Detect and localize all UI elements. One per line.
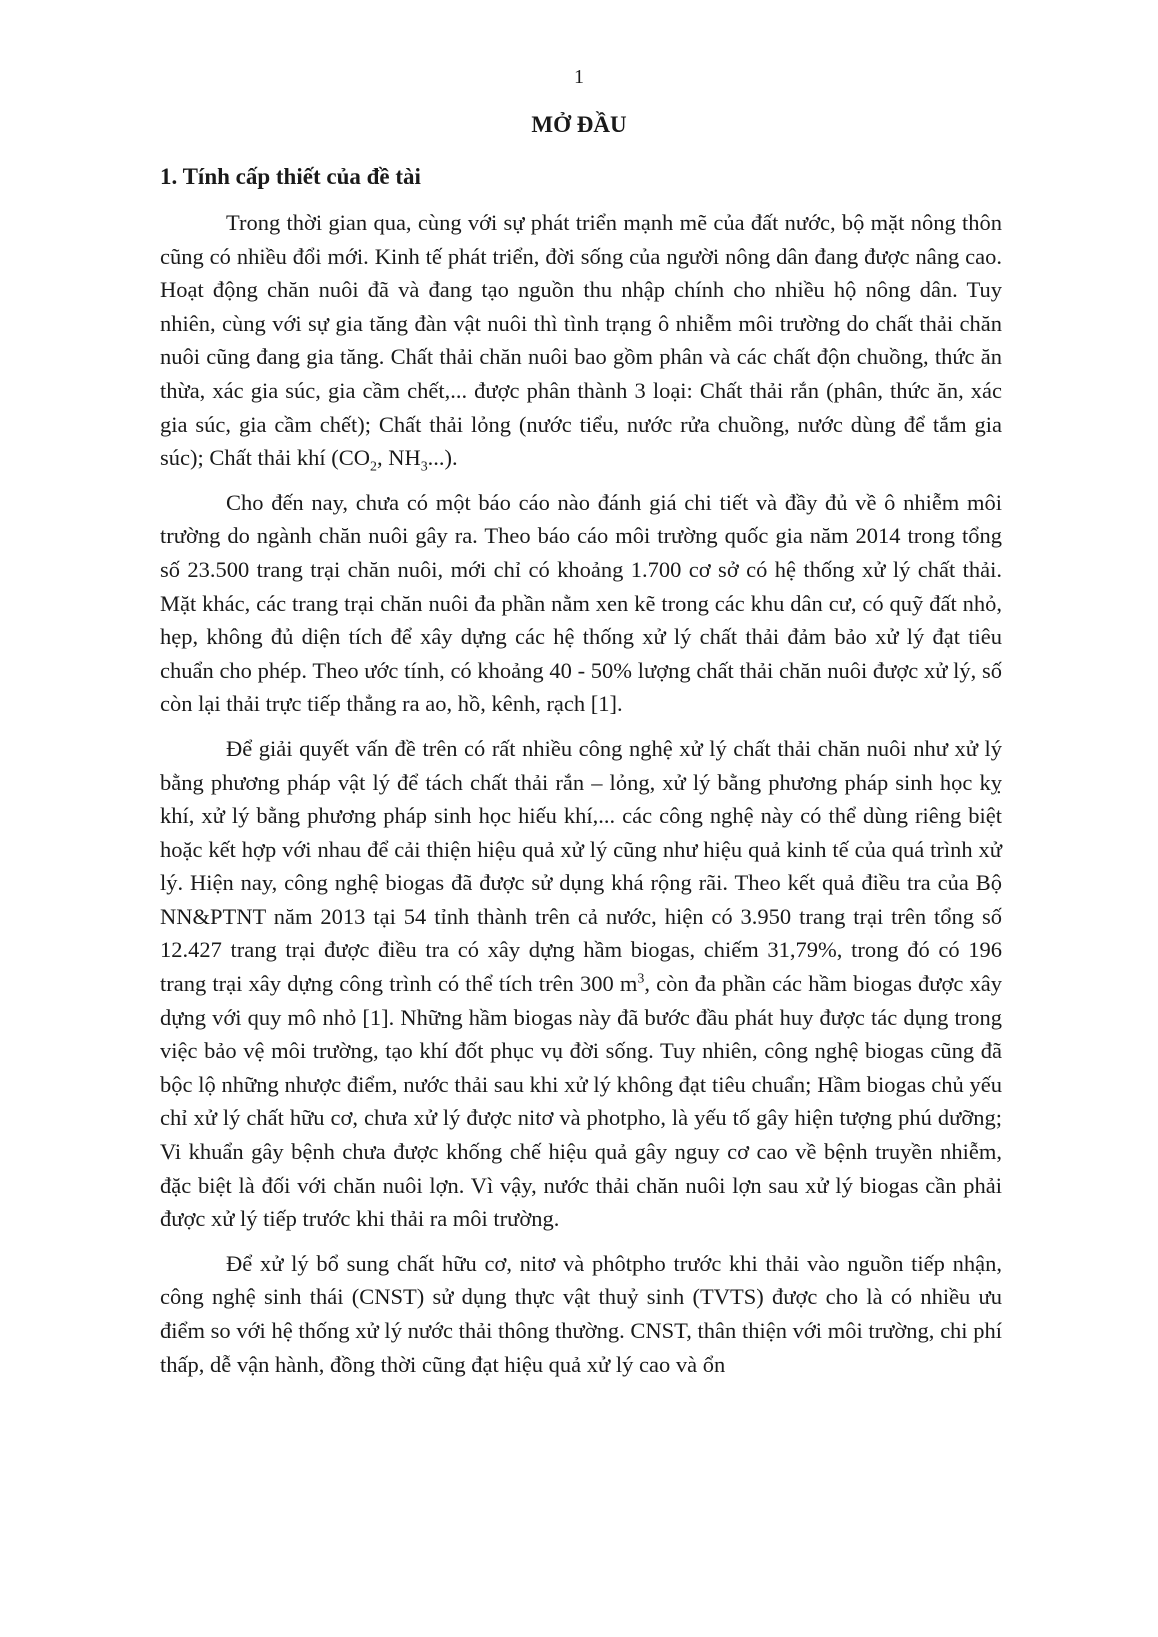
co2-subscript: 2 — [369, 459, 377, 475]
paragraph-1-text-cont: , NH — [376, 445, 421, 471]
paragraph-3-text: Để giải quyết vấn đề trên có rất nhiều công nghệ xử lý chất thải chăn nuôi như xử lý bằng phương pháp vật lý để tách chất thải rắn – lỏng, xử lý bằng phương pháp sinh học kỵ khí, xử lý bằng phương pháp sinh học hiếu khí,... các công nghệ này có thể dùng riêng biệt hoặc kết hợp với nhau để cải thiện hiệu quả xử lý cũng như hiệu quả kinh tế của quá trình xử lý. Hiện nay, công nghệ biogas đã được sử dụng khá rộng rãi. Theo kết quả điều tra của Bộ NN&PTNT năm 2013 tại 54 tỉnh thành trên cả nước, hiện có 3.950 trang trại trên tổng số 12.427 trang trại được điều tra có xây dựng hầm biogas, chiếm 31,79%, trong đó có 196 trang trại xây dựng công trình có thể tích trên 300 m — [160, 735, 1002, 997]
page-number: 1 — [574, 66, 584, 88]
paragraph-4: Để xử lý bổ sung chất hữu cơ, nitơ và phôtpho trước khi thải vào nguồn tiếp nhận, công nghệ sinh thái (CNST) sử dụng thực vật thuỷ sinh (TVTS) được cho là có nhiều ưu điểm so với hệ thống xử lý nước thải thông thường. CNST, thân thiện với môi trường, chi phí thấp, dễ vận hành, đồng thời cũng đạt hiệu quả xử lý cao và ổn — [160, 1250, 1002, 1377]
page-title: MỞ ĐẦU — [531, 112, 627, 137]
nh3-subscript: 3 — [420, 459, 428, 475]
paragraph-3 — [160, 732, 1002, 1236]
paragraph-1-text-end: ...). — [427, 445, 458, 471]
cubic-superscript: 3 — [637, 971, 645, 987]
paragraph-1 — [160, 206, 1002, 475]
section-heading: 1. Tính cấp thiết của đề tài — [160, 164, 421, 189]
paragraph-3-text-cont: , còn đa phần các hầm biogas được xây dựng với quy mô nhỏ [1]. Những hầm biogas này đã bước đầu phát huy được tác dụng trong việc bảo vệ môi trường, tạo khí đốt phục vụ đời sống. Tuy nhiên, công nghệ biogas cũng đã bộc lộ những nhược điểm, nước thải sau khi xử lý không đạt tiêu chuẩn; Hầm biogas chủ yếu chỉ xử lý chất hữu cơ, chưa xử lý được nitơ và photpho, là yếu tố gây hiện tượng phú dưỡng; Vi khuẩn gây bệnh chưa được khống chế hiệu quả gây nguy cơ cao về bệnh truyền nhiễm, đặc biệt là đối với chăn nuôi lợn. Vì vậy, nước thải chăn nuôi lợn sau xử lý biogas cần phải được xử lý tiếp trước khi thải ra môi trường. — [160, 971, 1002, 1232]
paragraph-2: Cho đến nay, chưa có một báo cáo nào đánh giá chi tiết và đầy đủ về ô nhiễm môi trường do ngành chăn nuôi gây ra. Theo báo cáo môi trường quốc gia năm 2014 trong tổng số 23.500 trang trại chăn nuôi, mới chỉ có khoảng 1.700 cơ sở có hệ thống xử lý chất thải. Mặt khác, các trang trại chăn nuôi đa phần nằm xen kẽ trong các khu dân cư, có quỹ đất nhỏ, hẹp, không đủ diện tích để xây dựng các hệ thống xử lý chất thải đảm bảo xử lý đạt tiêu chuẩn cho phép. Theo ước tính, có khoảng 40 - 50% lượng chất thải chăn nuôi được xử lý, số còn lại thải trực tiếp thẳng ra ao, hồ, kênh, rạch [1]. — [160, 489, 1002, 717]
body-text — [160, 206, 1002, 1381]
paragraph-1-text: Trong thời gian qua, cùng với sự phát triển mạnh mẽ của đất nước, bộ mặt nông thôn cũng có nhiều đổi mới. Kinh tế phát triển, đời sống của người nông dân đang được nâng cao. Hoạt động chăn nuôi đã và đang tạo nguồn thu nhập chính cho nhiều hộ nông dân. Tuy nhiên, cùng với sự gia tăng đàn vật nuôi thì tình trạng ô nhiễm môi trường do chất thải chăn nuôi cũng đang gia tăng. Chất thải chăn nuôi bao gồm phân và các chất độn chuồng, thức ăn thừa, xác gia súc, gia cầm chết,... được phân thành 3 loại: Chất thải rắn (phân, thức ăn, xác gia súc, gia cầm chết); Chất thải lỏng (nước tiểu, nước rửa chuồng, nước dùng để tắm gia súc); Chất thải khí (CO — [160, 210, 1002, 471]
